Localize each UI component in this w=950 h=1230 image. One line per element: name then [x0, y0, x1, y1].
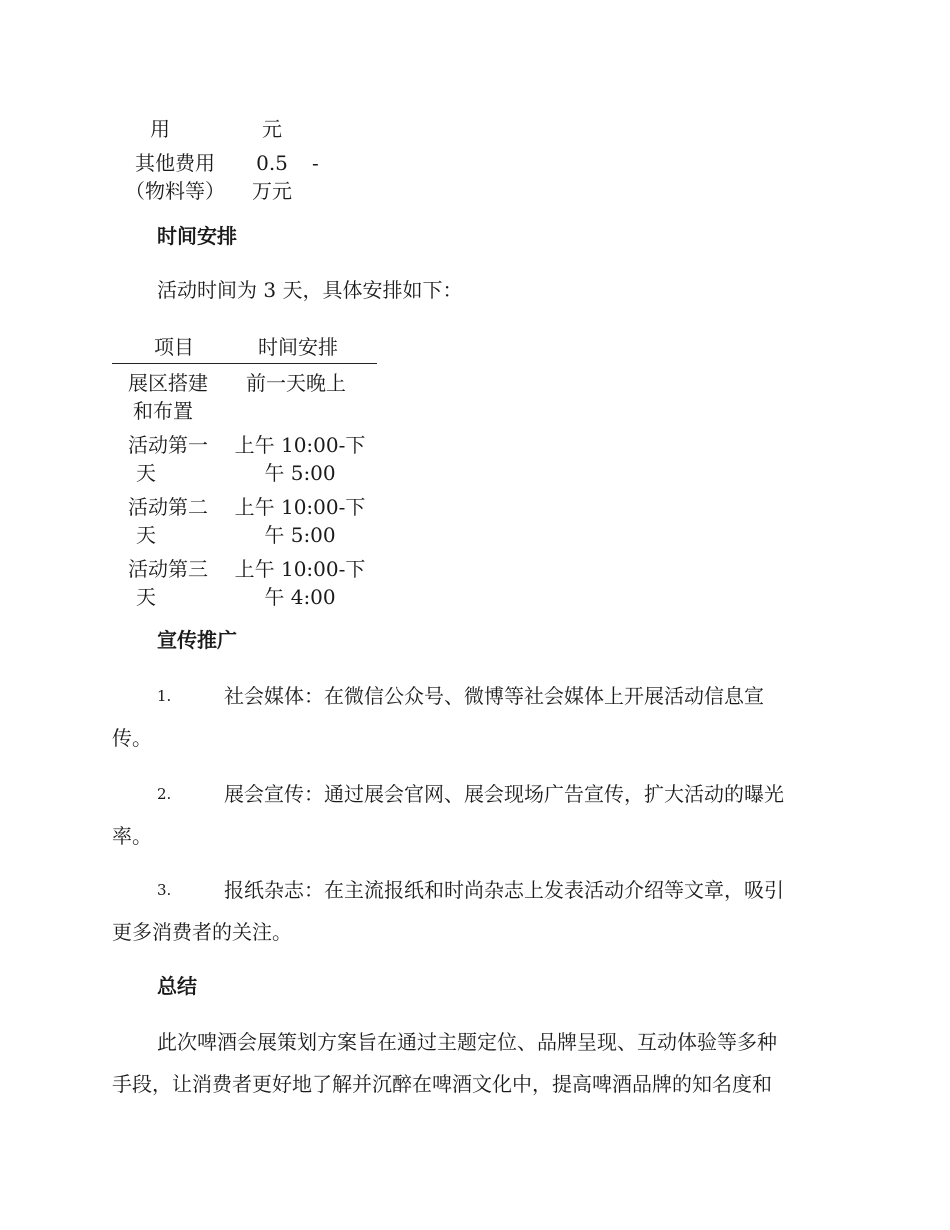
- budget-other-item-line1: 其他费用: [135, 151, 215, 175]
- schedule-row4-time-line2: 午 4:00: [264, 585, 336, 609]
- schedule-header-time: 时间安排: [258, 335, 338, 359]
- schedule-row2-item-line1: 活动第一: [128, 433, 208, 457]
- summary-line2: 手段，让消费者更好地了解并沉醉在啤酒文化中，提高啤酒品牌的知名度和: [112, 1072, 772, 1096]
- schedule-row3-time-line1: 上午 10:00-下: [234, 495, 366, 519]
- promotion-item1-line1: 社会媒体：在微信公众号、微博等社会媒体上开展活动信息宣: [224, 684, 764, 708]
- schedule-row2-time-line1: 上午 10:00-下: [234, 433, 366, 457]
- summary-line1: 此次啤酒会展策划方案旨在通过主题定位、品牌呈现、互动体验等多种: [157, 1030, 777, 1054]
- schedule-header-item: 项目: [154, 335, 194, 359]
- schedule-row1-item-line1: 展区搭建: [128, 371, 208, 395]
- budget-other-item-line2: （物料等）: [125, 179, 225, 203]
- schedule-row1-time-line1: 前一天晚上: [246, 371, 346, 395]
- schedule-row4-item-line1: 活动第三: [128, 557, 208, 581]
- schedule-row4-item-line2: 天: [136, 585, 156, 609]
- promotion-item3-line2: 更多消费者的关注。: [112, 920, 292, 944]
- budget-other-dash: -: [312, 151, 319, 175]
- budget-item-tail: 用: [150, 117, 170, 141]
- promotion-item1-number: 1.: [157, 687, 172, 705]
- budget-other-amount-line1: 0.5: [256, 151, 288, 175]
- schedule-heading: 时间安排: [157, 224, 237, 248]
- summary-heading: 总结: [157, 974, 197, 998]
- promotion-heading: 宣传推广: [157, 628, 237, 652]
- schedule-row2-time-line2: 午 5:00: [264, 461, 336, 485]
- promotion-item3-number: 3.: [157, 881, 172, 899]
- budget-other-amount-line2: 万元: [252, 179, 292, 203]
- promotion-item2-line1: 展会宣传：通过展会官网、展会现场广告宣传，扩大活动的曝光: [224, 782, 784, 806]
- promotion-item3-line1: 报纸杂志：在主流报纸和时尚杂志上发表活动介绍等文章，吸引: [224, 878, 784, 902]
- promotion-item1-line2: 传。: [112, 726, 152, 750]
- schedule-row4-time-line1: 上午 10:00-下: [234, 557, 366, 581]
- promotion-item2-line2: 率。: [112, 824, 152, 848]
- promotion-item2-number: 2.: [157, 785, 172, 803]
- schedule-row3-item-line1: 活动第二: [128, 495, 208, 519]
- schedule-row3-time-line2: 午 5:00: [264, 523, 336, 547]
- schedule-intro: 活动时间为 3 天，具体安排如下：: [157, 278, 463, 302]
- schedule-row3-item-line2: 天: [136, 523, 156, 547]
- schedule-header-rule: [112, 363, 377, 364]
- budget-amount-tail: 元: [262, 117, 282, 141]
- schedule-row1-item-line2: 和布置: [133, 399, 193, 423]
- schedule-row2-item-line2: 天: [136, 461, 156, 485]
